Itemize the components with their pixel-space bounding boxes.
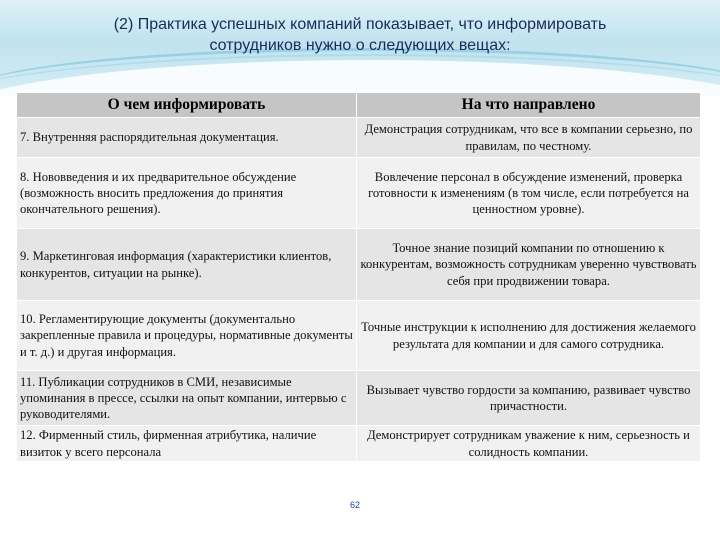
cell-what: 9. Маркетинговая информация (характеристики клиентов, конкурентов, ситуации на рынке). xyxy=(17,229,357,301)
cell-purpose: Точное знание позиций компании по отношению к конкурентам, возможность сотрудникам уверенно чувствовать себя при продвижении товара. xyxy=(357,229,701,301)
cell-purpose: Демонстрирует сотрудникам уважение к ним, серьезность и солидность компании. xyxy=(357,426,701,462)
table-row xyxy=(17,371,701,426)
cell-purpose: Демонстрация сотрудникам, что все в компании серьезно, по правилам, по честному. xyxy=(357,118,701,158)
cell-what: 8. Нововведения и их предварительное обсуждение (возможность вносить предложения до принятия окончательного решения). xyxy=(17,158,357,229)
slide-title xyxy=(30,14,690,56)
cell-what: 11. Публикации сотрудников в СМИ, независимые упоминания в прессе, ссылки на опыт компании, интервью с руководителями. xyxy=(17,371,357,426)
cell-what: 10. Регламентирующие документы (документально закрепленные правила и процедуры, нормативные документы и т. д.) и другая информация. xyxy=(17,301,357,371)
column-header-purpose: На что направлено xyxy=(357,93,701,118)
column-header-what: О чем информировать xyxy=(17,93,357,118)
table-header-row xyxy=(17,93,701,118)
cell-what: 12. Фирменный стиль, фирменная атрибутика, наличие визиток у всего персонала xyxy=(17,426,357,462)
cell-purpose: Вызывает чувство гордости за компанию, развивает чувство причастности. xyxy=(357,371,701,426)
slide-title-line-1: (2) Практика успешных компаний показывает, что информировать xyxy=(113,16,607,33)
cell-purpose: Вовлечение персонал в обсуждение изменений, проверка готовности к изменениям (в том числе, если потребуется на ценностном уровне). xyxy=(357,158,701,229)
page-number: 62 xyxy=(350,500,361,510)
cell-what: 7. Внутренняя распорядительная документация. xyxy=(17,118,357,158)
cell-purpose: Точные инструкции к исполнению для достижения желаемого результата для компании и для самого сотрудника. xyxy=(357,301,701,371)
table-row xyxy=(17,301,701,371)
slide-title-line-2: сотрудников нужно о следующих вещах: xyxy=(209,37,511,54)
table-row xyxy=(17,118,701,158)
table-row xyxy=(17,229,701,301)
table-row xyxy=(17,158,701,229)
table-row xyxy=(17,426,701,462)
info-table xyxy=(16,92,701,462)
